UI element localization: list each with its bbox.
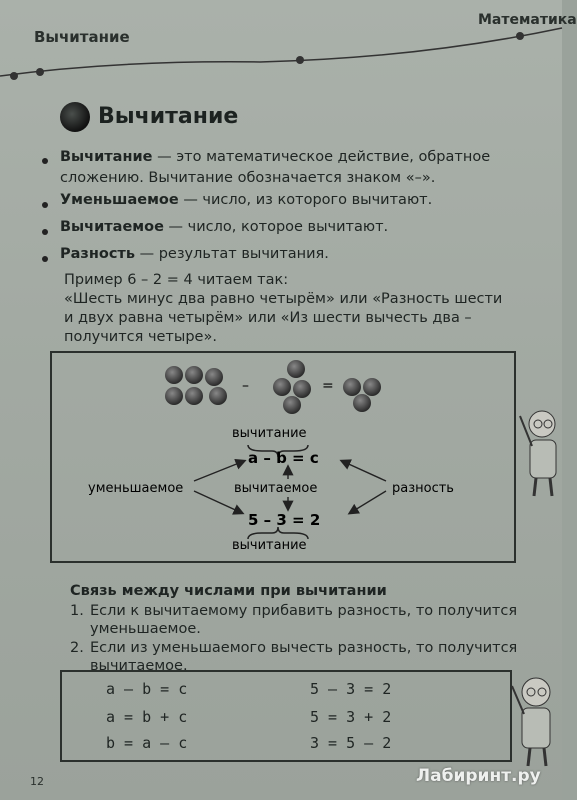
definition-minuend: Уменьшаемое — число, из которого вычитают. bbox=[60, 192, 433, 208]
relation-title: Связь между числами при вычитании bbox=[70, 583, 387, 599]
definition-subtrahend: Вычитаемое — число, которое вычитают. bbox=[60, 219, 389, 235]
formula-left-3: b = a – c bbox=[106, 734, 188, 752]
example-line-1: Пример 6 – 2 = 4 читаем так: bbox=[64, 272, 289, 288]
teacher-illustration bbox=[520, 406, 562, 498]
section-bullet-icon bbox=[60, 102, 90, 132]
subtrahend-label: вычитаемое bbox=[234, 481, 318, 496]
bullet-icon bbox=[42, 202, 48, 208]
formula-left-2: a = b + c bbox=[106, 708, 188, 726]
watermark-logo: Лабиринт.ру bbox=[416, 766, 541, 786]
header-section-name: Вычитание bbox=[34, 28, 130, 46]
example-line-3: и двух равна четырём» или «Из шести вычесть два – bbox=[64, 310, 472, 326]
subtraction-diagram bbox=[52, 353, 514, 561]
page-number: 12 bbox=[30, 775, 44, 788]
formula-right-1: 5 – 3 = 2 bbox=[310, 680, 392, 698]
minus-sign: – bbox=[242, 378, 249, 394]
bullet-icon bbox=[42, 158, 48, 164]
formula-left-1: a – b = c bbox=[106, 680, 188, 698]
top-operation-label: вычитание bbox=[232, 426, 307, 441]
balls-group-four bbox=[343, 378, 381, 412]
letter-formula: a – b = c bbox=[248, 449, 319, 467]
number-formula: 5 – 3 = 2 bbox=[248, 511, 321, 529]
header-subject: Математика bbox=[478, 12, 577, 28]
rule-2-line1: Если из уменьшаемого вычесть разность, то получится bbox=[90, 640, 518, 656]
definition-subtraction-line2: сложению. Вычитание обозначается знаком «–». bbox=[60, 170, 436, 186]
definition-difference: Разность — результат вычитания. bbox=[60, 246, 329, 262]
definition-subtraction: Вычитание — это математическое действие, обратное bbox=[60, 149, 491, 165]
formula-box bbox=[60, 670, 512, 762]
bullet-icon bbox=[42, 256, 48, 262]
rule-2-number: 2. bbox=[70, 640, 84, 656]
bottom-operation-label: вычитание bbox=[232, 538, 307, 553]
balls-group-six bbox=[165, 366, 227, 405]
professor-illustration bbox=[512, 672, 560, 768]
minuend-label: уменьшаемое bbox=[88, 481, 184, 496]
difference-label: разность bbox=[392, 481, 454, 496]
example-line-2: «Шесть минус два равно четырём» или «Разность шести bbox=[64, 291, 503, 307]
formula-right-2: 5 = 3 + 2 bbox=[310, 708, 392, 726]
rule-1-line1: Если к вычитаемому прибавить разность, то получится bbox=[90, 603, 518, 619]
rule-2-line2: вычитаемое. bbox=[90, 658, 188, 674]
equals-sign: = bbox=[322, 378, 334, 394]
balls-group-two bbox=[273, 360, 311, 414]
section-title: Вычитание bbox=[98, 104, 239, 129]
rule-1-line2: уменьшаемое. bbox=[90, 621, 201, 637]
formula-right-3: 3 = 5 – 2 bbox=[310, 734, 392, 752]
rule-1-number: 1. bbox=[70, 603, 84, 619]
bullet-icon bbox=[42, 229, 48, 235]
example-line-4: получится четыре». bbox=[64, 329, 217, 345]
subtraction-diagram-box bbox=[50, 351, 516, 563]
